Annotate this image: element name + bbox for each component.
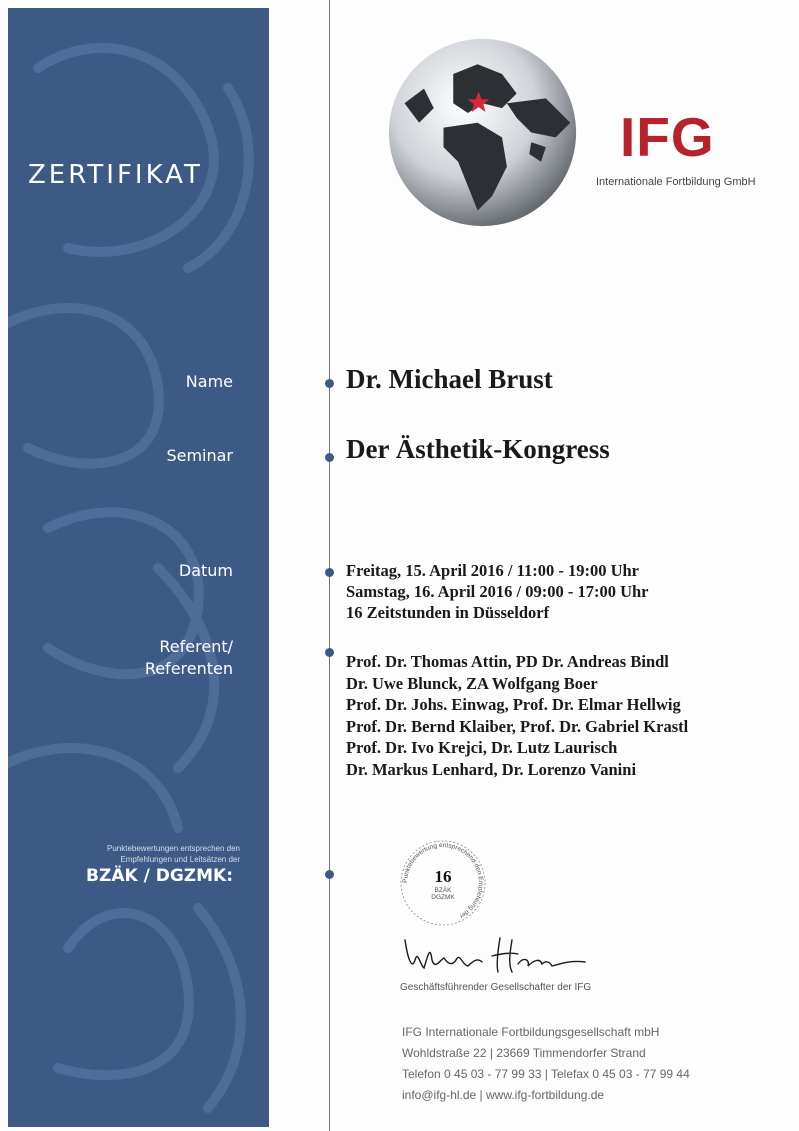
- globe-icon: [385, 35, 580, 230]
- bullet-dot: [325, 568, 334, 577]
- date-line: Samstag, 16. April 2016 / 09:00 - 17:00 Uhr: [346, 582, 649, 601]
- seal-ring-text: Punktebewertung entsprechend den Empfehlung der: [401, 841, 485, 920]
- referent-line: Prof. Dr. Bernd Klaiber, Prof. Dr. Gabriel Krastl: [346, 716, 689, 736]
- referent-line: Dr. Uwe Blunck, ZA Wolfgang Boer: [346, 673, 598, 693]
- label-seminar: Seminar: [166, 446, 233, 465]
- divider-line: [329, 0, 330, 1131]
- label-referent: [145, 636, 233, 680]
- signature-caption: Geschäftsführender Gesellschafter der IFG: [400, 982, 592, 993]
- participant-name: Dr. Michael Brust: [346, 364, 553, 394]
- footer-line: Wohldstraße 22 | 23669 Timmendorfer Strand: [402, 1046, 646, 1060]
- date-line: Freitag, 15. April 2016 / 11:00 - 19:00 Uhr: [346, 561, 640, 580]
- referent-line: Prof. Dr. Johs. Einwag, Prof. Dr. Elmar Hellwig: [346, 695, 681, 714]
- date-line: 16 Zeitstunden in Düsseldorf: [346, 603, 550, 622]
- footer-line: Telefon 0 45 03 - 77 99 33 | Telefax 0 45 03 - 77 99 44: [402, 1067, 690, 1081]
- seal-line2: DGZMK: [431, 894, 455, 901]
- referent-line: Dr. Markus Lenhard, Dr. Lorenzo Vanini: [346, 759, 637, 779]
- seminar-title: Der Ästhetik-Kongress: [346, 434, 610, 464]
- brand-logo: IFG: [620, 106, 715, 168]
- bullet-dot: [325, 453, 334, 462]
- brand-subtitle: Internationale Fortbildung GmbH: [596, 176, 756, 188]
- bullet-dot: [325, 379, 334, 388]
- signature-image: [400, 930, 590, 980]
- bullet-dot: [325, 648, 334, 657]
- points-note: [60, 843, 240, 865]
- referents-list: [346, 651, 688, 780]
- footer-line: IFG Internationale Fortbildungsgesellschaft mbH: [402, 1025, 660, 1039]
- footer-line: info@ifg-hl.de | www.ifg-fortbildung.de: [402, 1088, 605, 1102]
- referent-line: Prof. Dr. Ivo Krejci, Dr. Lutz Laurisch: [346, 738, 618, 757]
- points-seal-icon: [398, 838, 488, 928]
- date-block: [346, 560, 649, 623]
- points-org-label: BZÄK / DGZMK:: [86, 866, 233, 886]
- points-note-line2: Empfehlungen und Leitsätzen der: [120, 855, 240, 864]
- label-datum: Datum: [178, 561, 233, 580]
- label-referent-line2: Referenten: [144, 659, 233, 678]
- footer-address: [402, 1022, 690, 1106]
- points-note-line1: Punktebewertungen entsprechen den: [107, 844, 240, 853]
- referent-line: Prof. Dr. Thomas Attin, PD Dr. Andreas Bindl: [346, 652, 669, 671]
- label-referent-line1: Referent/: [159, 637, 233, 656]
- label-name: Name: [185, 372, 233, 391]
- seal-line1: BZÄK: [434, 887, 452, 894]
- points-value: 16: [434, 867, 452, 886]
- bullet-dot: [325, 870, 334, 879]
- certificate-title: ZERTIFIKAT: [28, 160, 203, 190]
